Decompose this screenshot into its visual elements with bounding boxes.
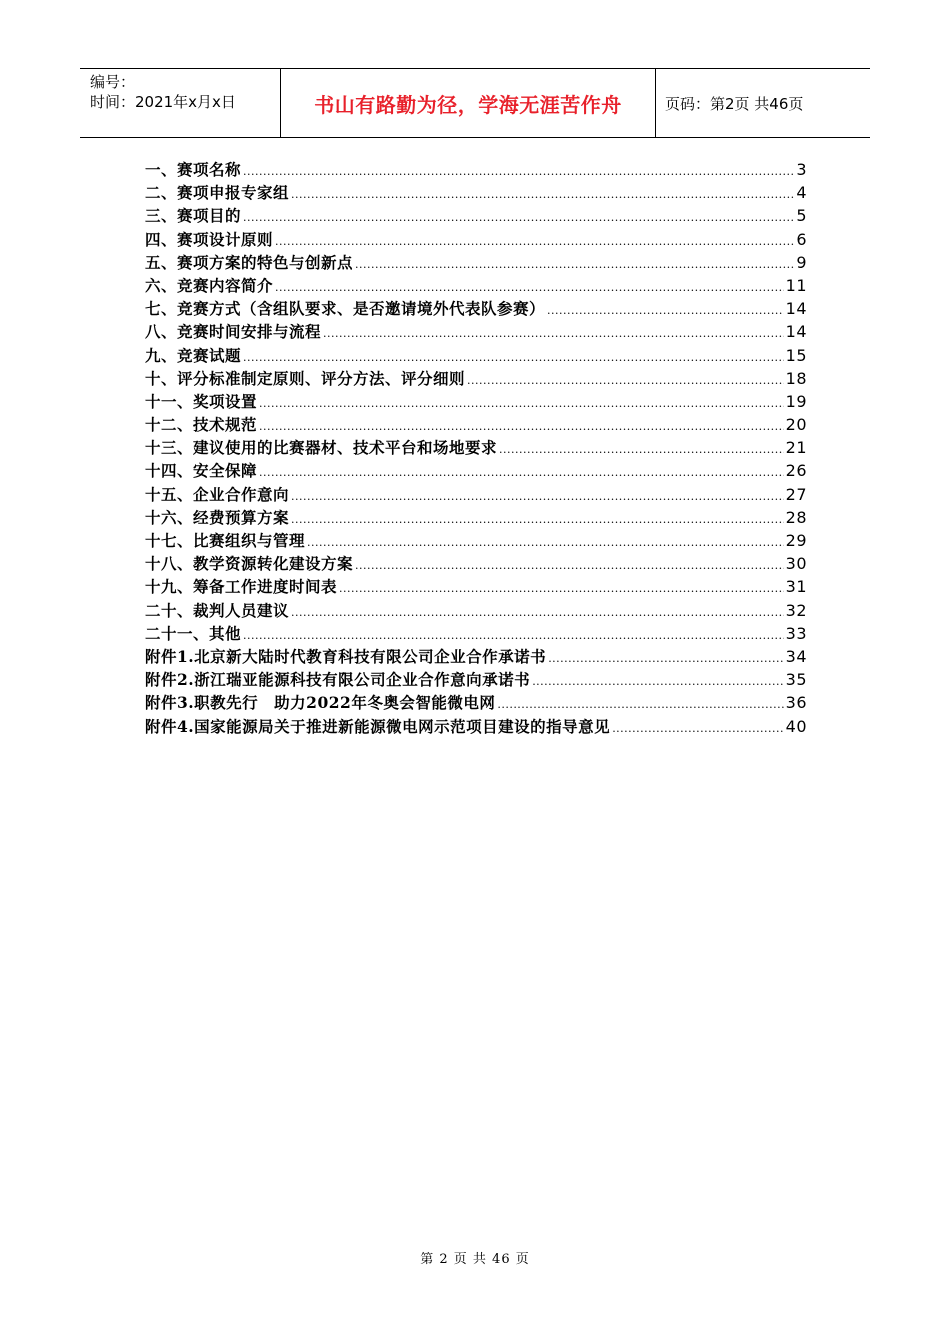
toc-entry-title: 八、竞赛时间安排与流程: [145, 322, 322, 342]
toc-leader-dots: [307, 536, 784, 549]
toc-entry-page: 40: [785, 716, 807, 736]
toc-entry[interactable]: [145, 459, 807, 482]
toc-entry[interactable]: [145, 344, 807, 367]
toc-entry-page: 9: [796, 252, 807, 272]
toc-entry-title: 十五、企业合作意向: [145, 484, 290, 504]
toc-entry-page: 33: [785, 623, 807, 643]
toc-entry-page: 15: [785, 345, 807, 365]
toc-leader-dots: [532, 675, 783, 688]
date-label: 时间：2021年x月x日: [90, 93, 236, 111]
toc-entry-page: 27: [785, 484, 807, 504]
toc-entry-page: 32: [785, 600, 807, 620]
toc-entry-title: 十九、筹备工作进度时间表: [145, 577, 338, 597]
toc-entry[interactable]: [145, 506, 807, 529]
toc-leader-dots: [291, 606, 784, 619]
toc-entry-title: 附件2.浙江瑞亚能源科技有限公司企业合作意向承诺书: [145, 670, 531, 690]
toc-entry[interactable]: [145, 413, 807, 436]
toc-entry[interactable]: [145, 320, 807, 343]
toc-entry[interactable]: [145, 367, 807, 390]
toc-entry[interactable]: [145, 715, 807, 738]
toc-entry[interactable]: [145, 228, 807, 251]
toc-entry-page: 28: [785, 507, 807, 527]
toc-leader-dots: [243, 165, 794, 178]
slogan: 书山有路勤为径，学海无涯苦作舟: [314, 92, 622, 117]
toc-entry-page: 29: [785, 531, 807, 550]
number-label: 编号：: [90, 73, 136, 91]
toc-leader-dots: [275, 281, 784, 294]
toc-entry-page: 20: [785, 415, 807, 435]
toc-entry[interactable]: [145, 552, 807, 575]
toc-entry-page: 11: [785, 275, 807, 295]
toc-leader-dots: [243, 351, 784, 364]
toc-entry-title: 五、赛项方案的特色与创新点: [145, 252, 354, 272]
toc-leader-dots: [259, 466, 784, 479]
toc-entry-page: 31: [785, 577, 807, 597]
toc-entry[interactable]: [145, 181, 807, 204]
toc-leader-dots: [467, 374, 784, 387]
toc-entry-title: 十一、奖项设置: [145, 391, 258, 411]
toc-entry-page: 5: [796, 206, 807, 226]
table-of-contents: [145, 158, 807, 738]
toc-entry[interactable]: [145, 436, 807, 459]
toc-entry[interactable]: [145, 645, 807, 668]
toc-leader-dots: [259, 397, 784, 410]
toc-entry-page: 4: [796, 183, 807, 203]
toc-entry-page: 26: [785, 461, 807, 481]
toc-entry-title: 十三、建议使用的比赛器材、技术平台和场地要求: [145, 438, 498, 458]
toc-entry-title: 十二、技术规范: [145, 415, 258, 435]
document-header: [80, 68, 870, 138]
toc-entry-page: 18: [785, 368, 807, 388]
toc-entry[interactable]: [145, 599, 807, 622]
toc-leader-dots: [339, 582, 784, 595]
toc-leader-dots: [291, 188, 794, 201]
toc-entry[interactable]: [145, 274, 807, 297]
toc-entry-page: 14: [785, 322, 807, 342]
toc-leader-dots: [275, 235, 794, 248]
toc-entry-title: 附件1.北京新大陆时代教育科技有限公司企业合作承诺书: [145, 646, 547, 666]
toc-entry-title: 十、评分标准制定原则、评分方法、评分细则: [145, 368, 466, 388]
header-slogan-cell: [280, 69, 656, 137]
toc-entry-page: 3: [796, 160, 807, 179]
toc-entry[interactable]: [145, 483, 807, 506]
toc-entry-page: 30: [785, 554, 807, 574]
toc-entry-page: 19: [785, 391, 807, 411]
toc-entry[interactable]: [145, 575, 807, 598]
toc-entry-title: 七、竞赛方式（含组队要求、是否邀请境外代表队参赛）: [145, 299, 546, 319]
toc-entry-title: 十七、比赛组织与管理: [145, 531, 306, 550]
toc-leader-dots: [612, 722, 783, 735]
toc-entry[interactable]: [145, 691, 807, 714]
toc-entry-page: 34: [785, 646, 807, 666]
toc-leader-dots: [497, 698, 783, 711]
toc-entry-page: 14: [785, 299, 807, 319]
toc-entry-title: 十八、教学资源转化建设方案: [145, 554, 354, 574]
toc-entry-title: 十四、安全保障: [145, 461, 258, 481]
toc-leader-dots: [243, 629, 784, 642]
toc-entry-title: 二十、裁判人员建议: [145, 600, 290, 620]
toc-entry[interactable]: [145, 158, 807, 181]
toc-entry-page: 6: [796, 229, 807, 249]
toc-leader-dots: [355, 559, 784, 572]
toc-entry[interactable]: [145, 204, 807, 227]
toc-leader-dots: [499, 443, 784, 456]
toc-entry[interactable]: [145, 390, 807, 413]
page-footer: 第 2 页 共 46 页: [420, 1252, 530, 1267]
toc-entry-title: 一、赛项名称: [145, 160, 242, 179]
toc-entry[interactable]: [145, 529, 807, 552]
toc-entry-title: 十六、经费预算方案: [145, 507, 290, 527]
toc-leader-dots: [547, 304, 784, 317]
toc-entry-title: 附件3.职教先行 助力2022年冬奥会智能微电网: [145, 693, 496, 713]
toc-leader-dots: [259, 420, 784, 433]
toc-leader-dots: [548, 652, 783, 665]
page-info: 页码：第2页 共46页: [665, 94, 804, 113]
toc-entry-title: 附件4.国家能源局关于推进新能源微电网示范项目建设的指导意见: [145, 716, 611, 736]
toc-entry-page: 36: [785, 693, 807, 713]
toc-leader-dots: [291, 513, 784, 526]
toc-entry-title: 三、赛项目的: [145, 206, 242, 226]
toc-entry-title: 九、竞赛试题: [145, 345, 242, 365]
toc-entry-title: 二十一、其他: [145, 623, 242, 643]
toc-entry[interactable]: [145, 297, 807, 320]
toc-leader-dots: [323, 327, 784, 340]
toc-leader-dots: [291, 490, 784, 503]
header-page-cell: [655, 69, 870, 137]
toc-entry-title: 六、竞赛内容简介: [145, 275, 274, 295]
toc-entry-title: 四、赛项设计原则: [145, 229, 274, 249]
toc-entry-page: 35: [785, 670, 807, 690]
toc-entry[interactable]: [145, 668, 807, 691]
toc-entry-title: 二、赛项申报专家组: [145, 183, 290, 203]
toc-entry[interactable]: [145, 251, 807, 274]
toc-entry[interactable]: [145, 622, 807, 645]
header-meta-cell: [80, 69, 280, 137]
toc-entry-page: 21: [785, 438, 807, 458]
toc-leader-dots: [355, 258, 794, 271]
toc-leader-dots: [243, 211, 794, 224]
